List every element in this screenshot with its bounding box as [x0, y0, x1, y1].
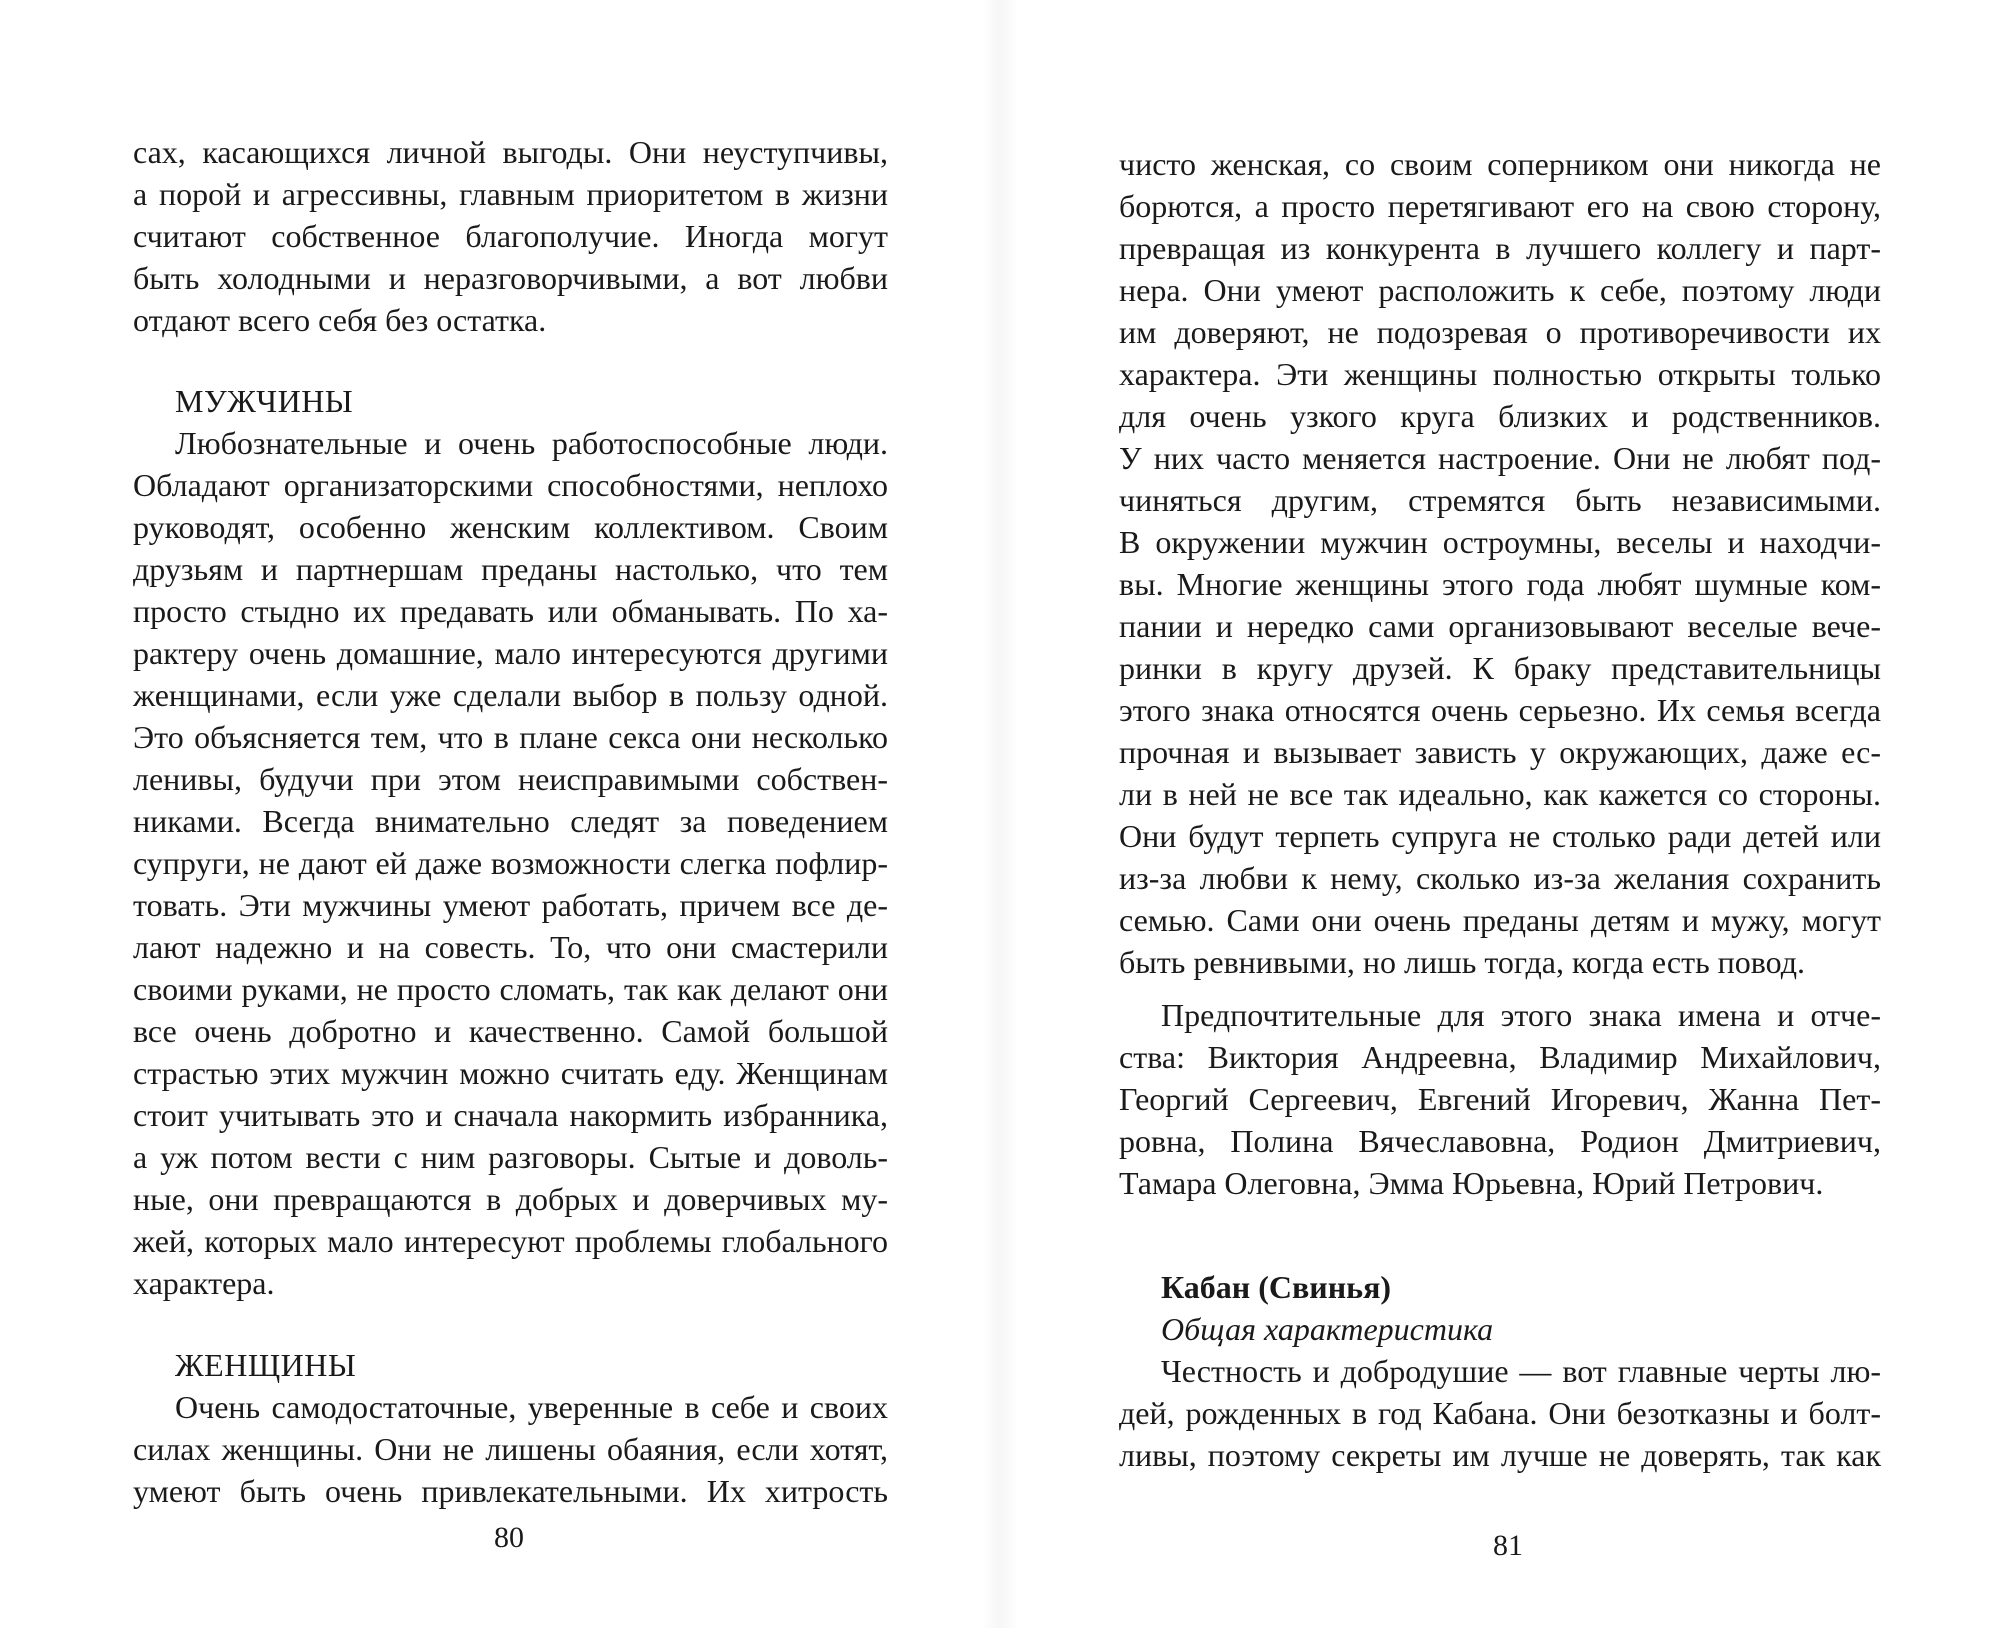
- text-line: нера. Они умеют расположить к себе, поэтому люди: [1119, 272, 1881, 308]
- text-line: ринки в кругу друзей. К браку представительницы: [1119, 650, 1881, 686]
- text-line: ные, они превращаются в добрых и доверчивых му-: [133, 1181, 888, 1217]
- text-line: характера. Эти женщины полностью открыты только: [1119, 356, 1881, 392]
- text-line: считают собственное благополучие. Иногда могут: [133, 218, 888, 254]
- text-line: чисто женская, со своим соперником они никогда не: [1119, 146, 1881, 182]
- text-line: Предпочтительные для этого знака имена и отче-: [1161, 997, 1881, 1033]
- text-line: для очень узкого круга близких и родственников.: [1119, 398, 1881, 434]
- text-line: ства: Виктория Андреевна, Владимир Михайлович,: [1119, 1039, 1881, 1075]
- text-line: превращая из конкурента в лучшего коллегу и парт-: [1119, 230, 1881, 266]
- subsection-heading: Общая характеристика: [1161, 1311, 1494, 1347]
- text-line: супруги, не дают ей даже возможности слегка пофлир-: [133, 845, 888, 881]
- text-line: ливы, поэтому секреты им лучше не доверять, так как: [1119, 1437, 1881, 1473]
- text-line: дей, рожденных в год Кабана. Они безотказны и болт-: [1119, 1395, 1881, 1431]
- text-line: жей, которых мало интересуют проблемы глобального: [133, 1223, 888, 1259]
- page-number: 81: [1493, 1529, 1523, 1562]
- text-line: все очень добротно и качественно. Самой большой: [133, 1013, 888, 1049]
- text-line: отдают всего себя без остатка.: [133, 302, 547, 338]
- text-line: просто стыдно их предавать или обманывать. По ха-: [133, 593, 888, 629]
- text-line: товать. Эти мужчины умеют работать, причем все де-: [133, 887, 888, 923]
- section-heading-women: ЖЕНЩИНЫ: [175, 1347, 357, 1383]
- text-line: быть холодными и неразговорчивыми, а вот любви: [133, 260, 888, 296]
- text-line: женщинами, если уже сделали выбор в пользу одной.: [133, 677, 888, 713]
- text-line: а уж потом вести с ним разговоры. Сытые и доволь-: [133, 1139, 888, 1175]
- text-line: стоит учитывать это и сначала накормить избранника,: [133, 1097, 888, 1133]
- text-line: страстью этих мужчин можно считать еду. Женщинам: [133, 1055, 888, 1091]
- section-heading-men: МУЖЧИНЫ: [175, 383, 354, 419]
- text-line: У них часто меняется настроение. Они не любят под-: [1119, 440, 1881, 476]
- text-line: им доверяют, не подозревая о противоречивости их: [1119, 314, 1881, 350]
- text-line: прочная и вызывает зависть у окружающих, даже ес-: [1119, 734, 1881, 770]
- text-line: вы. Многие женщины этого года любят шумные ком-: [1119, 566, 1881, 602]
- text-line: Любознательные и очень работоспособные люди.: [175, 425, 888, 461]
- text-line: своими руками, не просто сломать, так как делают они: [133, 971, 888, 1007]
- text-line: В окружении мужчин остроумны, веселы и находчи-: [1119, 524, 1881, 560]
- right-page: [1000, 0, 2000, 1628]
- text-line: рактеру очень домашние, мало интересуются другими: [133, 635, 888, 671]
- text-line: силах женщины. Они не лишены обаяния, если хотят,: [133, 1431, 888, 1467]
- text-line: Это объясняется тем, что в плане секса они несколько: [133, 719, 888, 755]
- text-line: из-за любви к нему, сколько из-за желания сохранить: [1119, 860, 1881, 896]
- text-line: а порой и агрессивны, главным приоритетом в жизни: [133, 176, 888, 212]
- text-line: друзьям и партнершам преданы настолько, что тем: [133, 551, 888, 587]
- text-line: Обладают организаторскими способностями, неплохо: [133, 467, 888, 503]
- chapter-heading: Кабан (Свинья): [1161, 1269, 1392, 1305]
- text-line: руководят, особенно женским коллективом. Своим: [133, 509, 888, 545]
- text-line: ли в ней не все так идеально, как кажется со стороны.: [1119, 776, 1881, 812]
- text-line: характера.: [133, 1265, 275, 1301]
- text-line: пании и нередко сами организовывают веселые вече-: [1119, 608, 1881, 644]
- text-line: этого знака относятся очень серьезно. Их семья всегда: [1119, 692, 1881, 728]
- text-line: лают надежно и на совесть. То, что они смастерили: [133, 929, 888, 965]
- text-line: Тамара Олеговна, Эмма Юрьевна, Юрий Петрович.: [1119, 1165, 1824, 1201]
- page-number: 80: [494, 1521, 524, 1554]
- text-line: ленивы, будучи при этом неисправимыми собствен-: [133, 761, 888, 797]
- text-line: никами. Всегда внимательно следят за поведением: [133, 803, 888, 839]
- text-line: сах, касающихся личной выгоды. Они неуступчивы,: [133, 134, 888, 170]
- text-line: борются, а просто перетягивают его на свою сторону,: [1119, 188, 1881, 224]
- text-line: Георгий Сергеевич, Евгений Игоревич, Жанна Пет-: [1119, 1081, 1881, 1117]
- text-line: чиняться другим, стремятся быть независимыми.: [1119, 482, 1881, 518]
- text-line: Честность и добродушие — вот главные черты лю-: [1161, 1353, 1881, 1389]
- text-line: семью. Сами они очень преданы детям и мужу, могут: [1119, 902, 1881, 938]
- text-line: Очень самодостаточные, уверенные в себе и своих: [175, 1389, 888, 1425]
- text-line: быть ревнивыми, но лишь тогда, когда есть повод.: [1119, 944, 1806, 980]
- text-line: умеют быть очень привлекательными. Их хитрость: [133, 1473, 888, 1509]
- text-line: Они будут терпеть супруга не столько ради детей или: [1119, 818, 1881, 854]
- text-line: ровна, Полина Вячеславовна, Родион Дмитриевич,: [1119, 1123, 1881, 1159]
